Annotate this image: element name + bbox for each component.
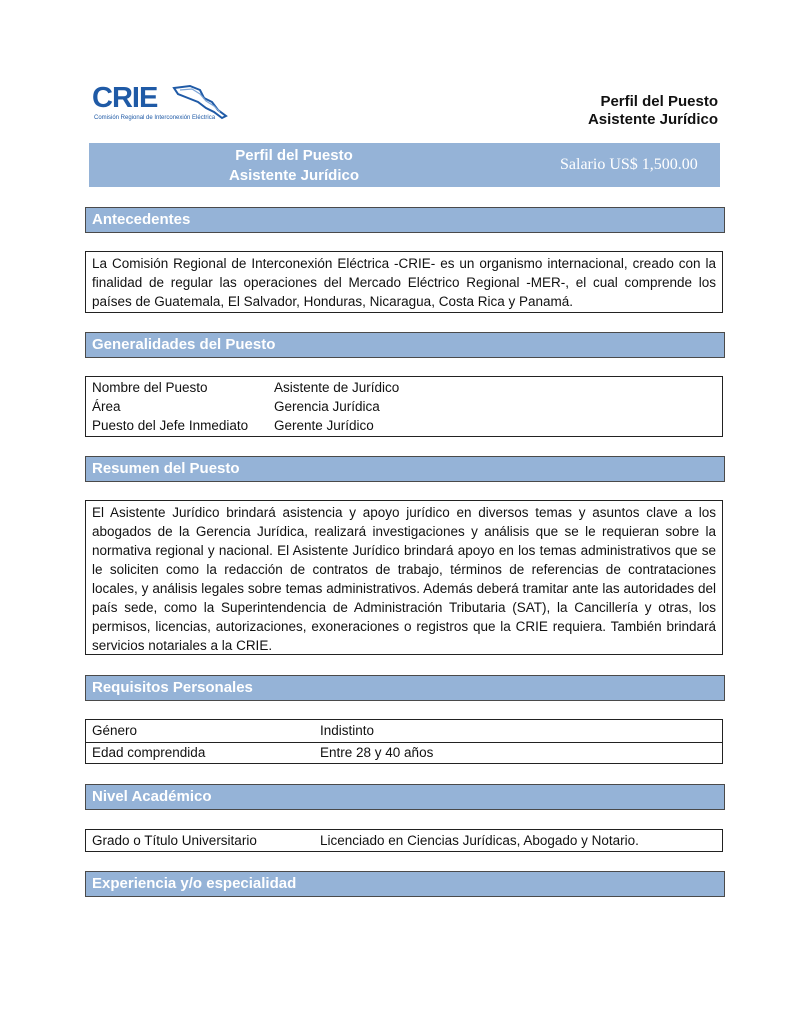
section-title: Resumen del Puesto [92, 460, 240, 477]
salary-label: Salario US$ 1,500.00 [560, 156, 698, 173]
table-row [86, 378, 722, 397]
section-title: Experiencia y/o especialidad [92, 875, 297, 892]
generalidades-table [85, 376, 723, 437]
band-title-line1: Perfil del Puesto [235, 147, 353, 164]
table-row [86, 742, 722, 764]
section-title: Antecedentes [92, 211, 191, 228]
table-row [86, 416, 722, 435]
crie-logo-subtitle: Comisión Regional de Interconexión Eléctrica [94, 115, 216, 121]
section-title: Requisitos Personales [92, 679, 253, 696]
row-value: Asistente de Jurídico [274, 380, 400, 395]
row-key: Género [92, 723, 138, 738]
section-header-resumen [85, 456, 725, 482]
row-value: Gerencia Jurídica [274, 399, 380, 414]
row-key: Área [92, 399, 121, 414]
row-value: Entre 28 y 40 años [320, 745, 434, 760]
section-header-generalidades [85, 332, 725, 358]
row-key: Grado o Título Universitario [92, 833, 257, 848]
row-key: Puesto del Jefe Inmediato [92, 418, 249, 433]
section-title: Nivel Académico [92, 788, 212, 805]
document-title-line2: Asistente Jurídico [587, 111, 718, 128]
band-title [89, 146, 499, 186]
section-header-experiencia [85, 871, 725, 897]
requisitos-table [85, 719, 723, 764]
table-row [86, 721, 722, 742]
row-key: Edad comprendida [92, 745, 206, 760]
table-row [86, 397, 722, 416]
row-value: Licenciado en Ciencias Jurídicas, Abogado y Notario. [320, 833, 639, 848]
band-title-line2: Asistente Jurídico [228, 167, 360, 184]
section-header-requisitos [85, 675, 725, 701]
resumen-text: El Asistente Jurídico brindará asistencia y apoyo jurídico en diversos temas y asuntos clave a los abogados de la Gerencia Jurídica, realizará investigaciones y análisis que se le requieran sobre la normativa regional y nacional. El Asistente Jurídico brindará apoyo en los temas administrativos que se le soliciten como la redacción de contratos de trabajo, términos de referencias de contrataciones locales, y análisis legales sobre temas administrativos. Además deberá tramitar ante las autoridades del país sede, como la Superintendencia de Administración Tributaria (SAT), la Cancillería y otras, los permisos, licencias, autorizaciones, exoneraciones o registros que la CRIE requiera. También brindará servicios notariales a la CRIE. [85, 500, 723, 655]
section-title: Generalidades del Puesto [92, 336, 276, 353]
row-key: Nombre del Puesto [92, 380, 208, 395]
section-header-academico [85, 784, 725, 810]
academico-table [85, 829, 723, 852]
table-row [86, 831, 722, 852]
row-value: Indistinto [320, 723, 375, 738]
section-header-antecedentes [85, 207, 725, 233]
antecedentes-text: La Comisión Regional de Interconexión Eléctrica -CRIE- es un organismo internacional, creado con la finalidad de regular las operaciones del Mercado Eléctrico Regional -MER-, el cual comprende los países de Guatemala, El Salvador, Honduras, Nicaragua, Costa Rica y Panamá. [85, 251, 723, 313]
document-title-line1: Perfil del Puesto [600, 93, 718, 110]
document-title [588, 93, 718, 129]
crie-logo-text: CRIE [92, 82, 158, 114]
row-value: Gerente Jurídico [274, 418, 374, 433]
